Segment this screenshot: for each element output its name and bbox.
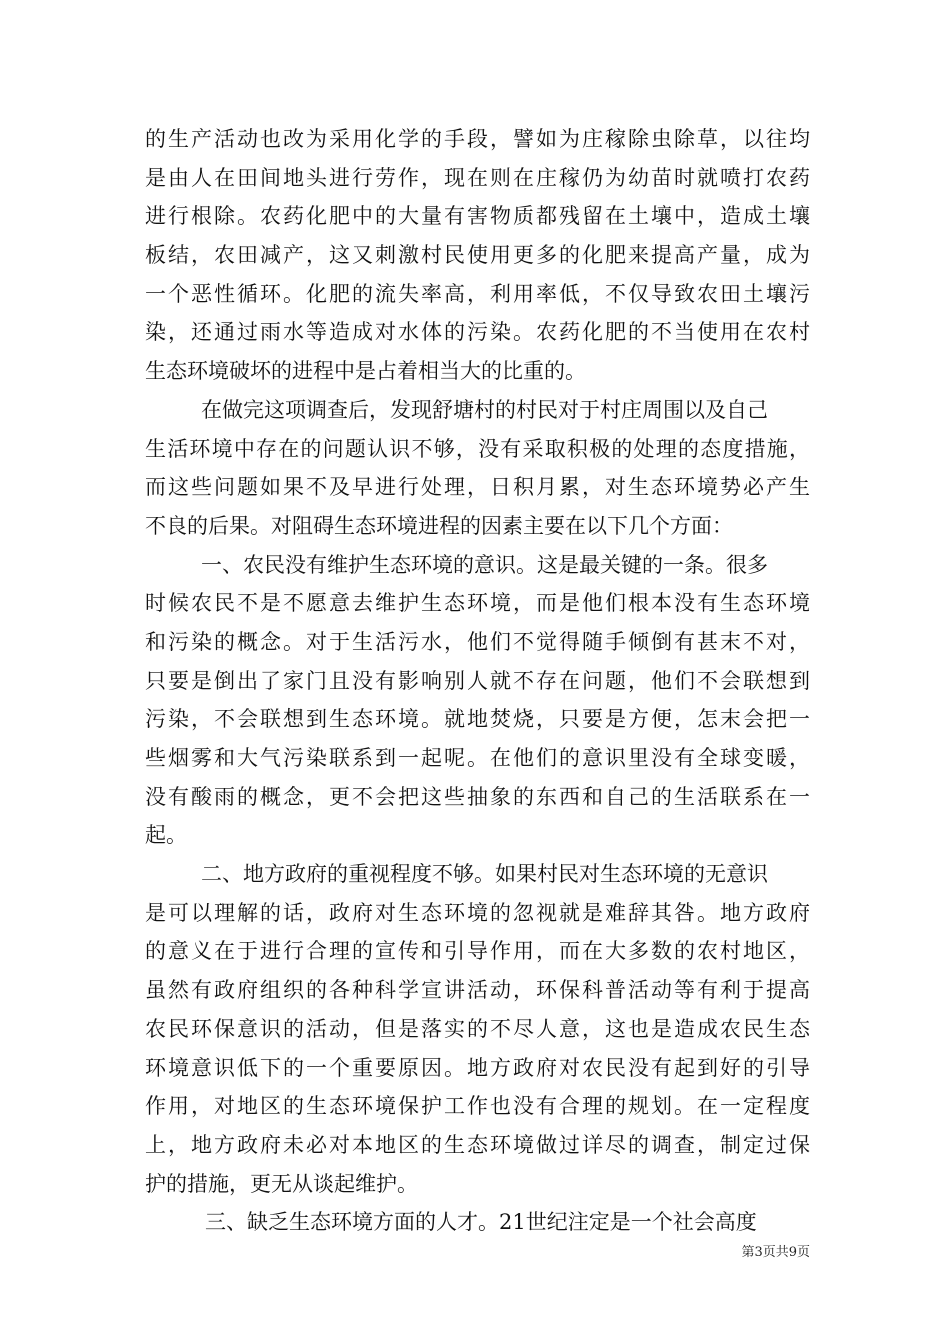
paragraph-start-line: 三、缺乏生态环境方面的人才。21世纪注定是一个社会高度 bbox=[205, 1210, 757, 1235]
text-line: 护的措施，更无从谈起维护。 bbox=[145, 1171, 418, 1196]
text-line: 环境意识低下的一个重要原因。地方政府对农民没有起到好的引导 bbox=[145, 1055, 810, 1080]
text-line: 时候农民不是不愿意去维护生态环境，而是他们根本没有生态环境 bbox=[145, 591, 810, 616]
text-line: 农民环保意识的活动，但是落实的不尽人意，这也是造成农民生态 bbox=[145, 1016, 810, 1041]
text-line: 染，还通过雨水等造成对水体的污染。农药化肥的不当使用在农村 bbox=[145, 320, 810, 345]
text-line: 起。 bbox=[145, 823, 187, 848]
text-line: 没有酸雨的概念，更不会把这些抽象的东西和自己的生活联系在一 bbox=[145, 784, 810, 809]
text-line: 和污染的概念。对于生活污水，他们不觉得随手倾倒有甚末不对， bbox=[145, 629, 810, 654]
paragraph-start-line: 在做完这项调查后，发现舒塘村的村民对于村庄周围以及自己 bbox=[201, 397, 768, 422]
text-line: 生态环境破坏的进程中是占着相当大的比重的。 bbox=[145, 359, 586, 384]
text-line: 而这些问题如果不及早进行处理，日积月累，对生态环境势必产生 bbox=[145, 475, 810, 500]
text-line: 生活环境中存在的问题认识不够，没有采取积极的处理的态度措施， bbox=[145, 436, 810, 461]
text-line: 的生产活动也改为采用化学的手段，譬如为庄稼除虫除草，以往均 bbox=[145, 127, 810, 151]
paragraph-start-line: 二、地方政府的重视程度不够。如果村民对生态环境的无意识 bbox=[201, 862, 768, 887]
text-line: 板结，农田减产，这又刺激村民使用更多的化肥来提高产量，成为 bbox=[145, 243, 810, 268]
text-line: 的意义在于进行合理的宣传和引导作用，而在大多数的农村地区， bbox=[145, 939, 810, 964]
paragraph-start-line: 一、农民没有维护生态环境的意识。这是最关键的一条。很多 bbox=[201, 552, 768, 577]
text-line: 进行根除。农药化肥中的大量有害物质都残留在土壤中，造成土壤 bbox=[145, 204, 810, 229]
text-line: 上，地方政府未必对本地区的生态环境做过详尽的调查，制定过保 bbox=[145, 1132, 810, 1157]
text-line: 是由人在田间地头进行劳作，现在则在庄稼仍为幼苗时就喷打农药 bbox=[145, 165, 810, 190]
text-line: 一个恶性循环。化肥的流失率高，利用率低，不仅导致农田土壤污 bbox=[145, 281, 810, 306]
text-line: 只要是倒出了家门且没有影响别人就不存在问题，他们不会联想到 bbox=[145, 668, 810, 693]
text-line: 不良的后果。对阻碍生态环境进程的因素主要在以下几个方面： bbox=[145, 513, 733, 538]
text-line: 虽然有政府组织的各种科学宣讲活动，环保科普活动等有利于提高 bbox=[145, 978, 810, 1003]
text-line: 污染，不会联想到生态环境。就地焚烧，只要是方便，怎末会把一 bbox=[145, 707, 810, 732]
text-line: 作用，对地区的生态环境保护工作也没有合理的规划。在一定程度 bbox=[145, 1094, 810, 1119]
text-line: 些烟雾和大气污染联系到一起呢。在他们的意识里没有全球变暖， bbox=[145, 746, 810, 770]
page-number-footer: 第3页共9页 bbox=[741, 1245, 810, 1260]
body-text bbox=[145, 120, 810, 1242]
text-line: 是可以理解的话，政府对生态环境的忽视就是难辞其咎。地方政府 bbox=[145, 900, 810, 925]
